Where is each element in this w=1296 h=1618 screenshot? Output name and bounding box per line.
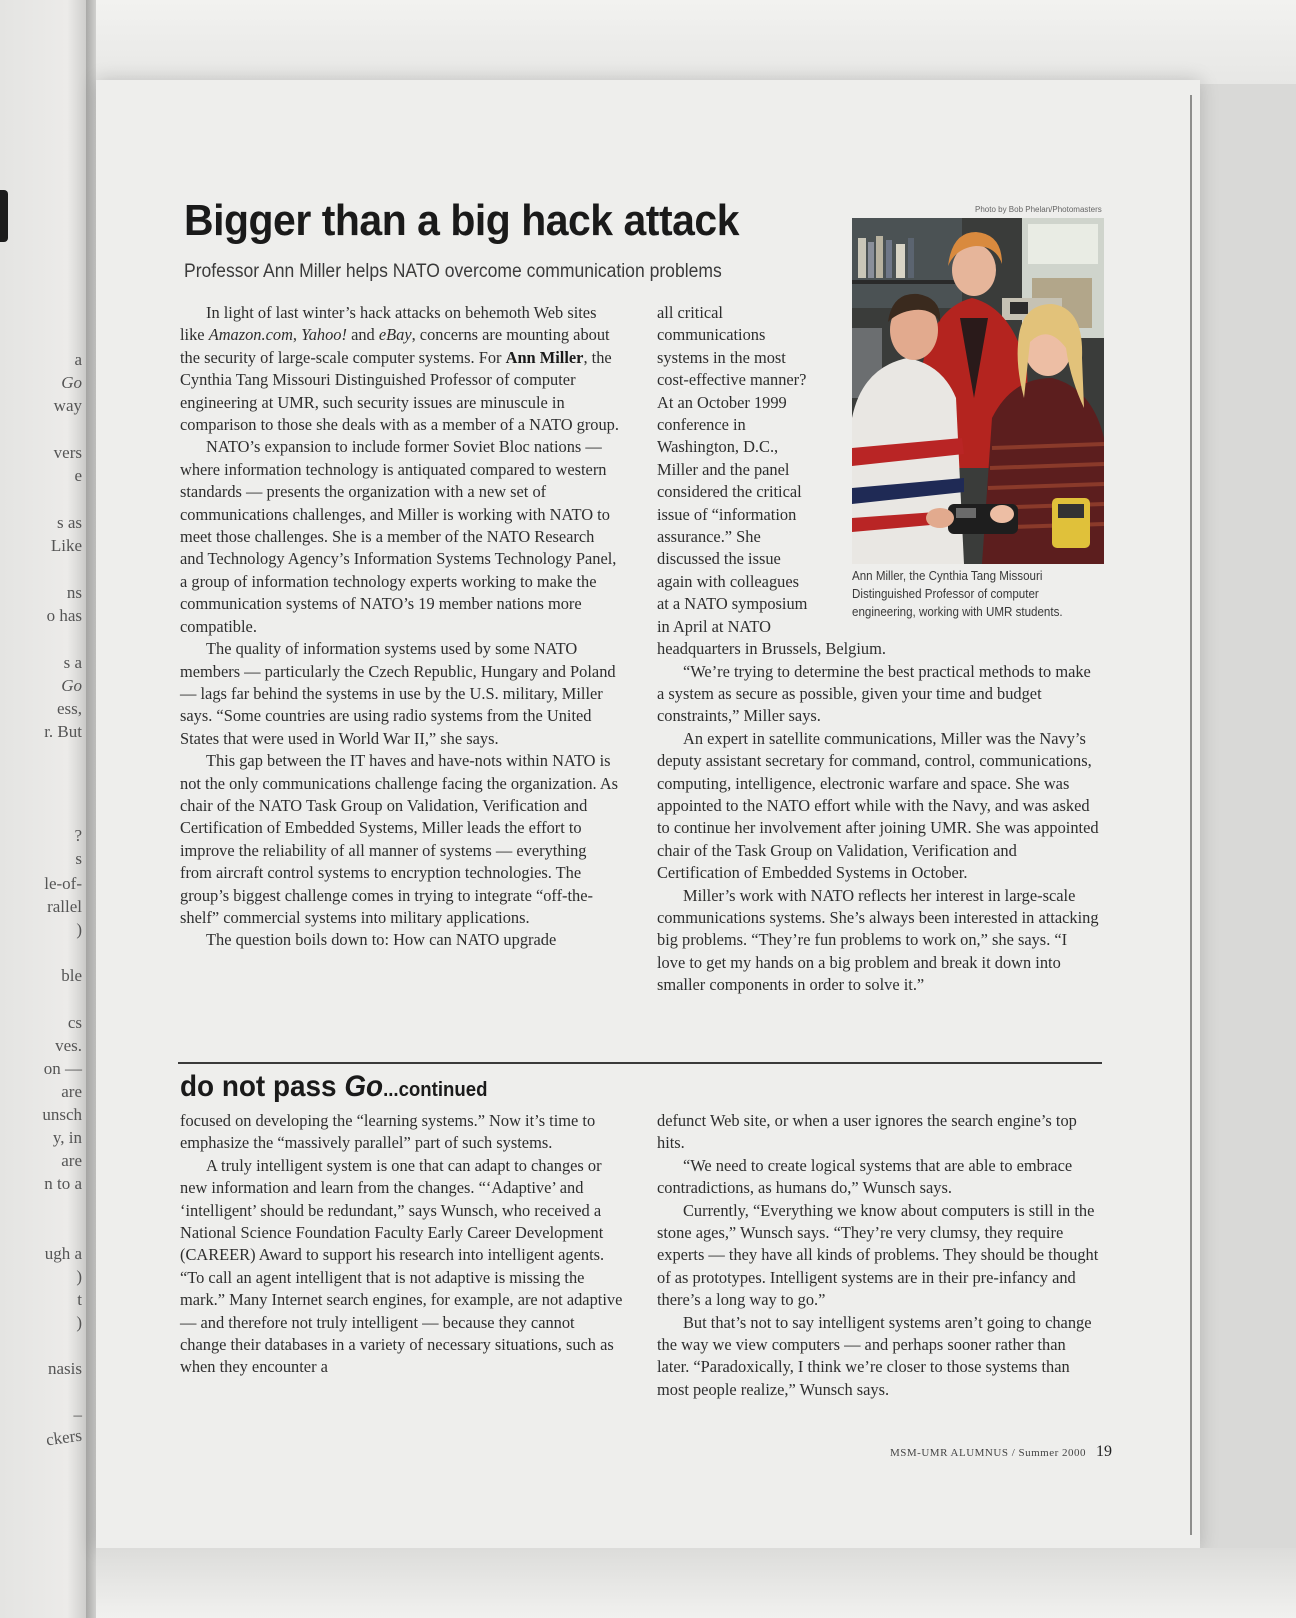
article-paragraph: NATO’s expansion to include former Soviet Bloc nations — where information technology is antiquated compared to western standards — presents the organization with a new set of communications challenges, and Miller is working with NATO to meet those challenges. She is a member of the NATO Research and Technology Agency’s Information Systems Technology Panel, a group of information technology experts working to make the communication systems of NATO’s 19 member nations more compatible. [180, 437, 617, 636]
prev-line: rallel [47, 897, 82, 916]
text-line: Washington, D.C., [657, 437, 779, 457]
narrow-text-block [657, 302, 835, 638]
prev-line: Like [50, 536, 82, 555]
article-paragraph: headquarters in Brussels, Belgium. [657, 639, 886, 659]
prev-line: ) [76, 1267, 82, 1286]
prev-line: unsch [42, 1105, 82, 1124]
prev-line: t [77, 1290, 82, 1309]
prev-line: vers [53, 443, 82, 462]
article-paragraph: An expert in satellite communications, Miller was the Navy’s deputy assistant secretary for command, control, communications, computing, intelligence, electronic warfare and space. She was appointed to the NATO effort while with the Navy, and was asked to continue her involvement after joining UMR. She was appointed chair of the Task Group on Validation, Verification and Certification of Embedded Systems in October. [657, 728, 1099, 883]
text-line: discussed the issue [657, 549, 781, 569]
website-name: Yahoo! [301, 325, 347, 345]
photo-illustration [852, 218, 1104, 564]
article-photo [852, 218, 1104, 564]
text-run: and [346, 325, 379, 345]
prev-line: s a [63, 653, 82, 672]
prev-line: le-of- [44, 874, 82, 893]
prev-line: ckers [44, 1425, 84, 1450]
prev-line: ) [76, 920, 82, 939]
page-top-margin [96, 0, 1296, 84]
text-line: at a NATO symposium [657, 594, 808, 614]
continued-left-column [180, 1110, 624, 1379]
prev-line: nasis [48, 1359, 82, 1378]
prev-line: are [61, 1151, 82, 1170]
text-run: In light of last winter’s hack attacks on behemoth Web sites like [180, 303, 597, 345]
text-line: At an October 1999 [657, 392, 787, 412]
heading-go: Go [344, 1070, 384, 1103]
prev-line: – [73, 1405, 82, 1424]
article-paragraph: Miller’s work with NATO reflects her interest in large-scale communications systems. She’s always been interested in attacking big problems. “They’re fun problems to work on,” she says. “I love to get my hands on a big problem and break it down into smaller components in order to solve it.” [657, 885, 1099, 995]
article-headline: Bigger than a big hack attack [184, 196, 740, 245]
article-left-column [180, 302, 620, 952]
text-line: conference in [657, 415, 746, 435]
prev-line: on — [43, 1059, 82, 1078]
page-binding-shadow [86, 0, 96, 1618]
prev-line: cs [67, 1013, 82, 1032]
prev-line: s as [56, 513, 82, 532]
article-paragraph: Currently, “Everything we know about computers is still in the stone ages,” Wunsch says. “They’re very clumsy, they require experts — they have all kinds of problems. They should be thought of as prototypes. Intelligent systems are in their pre-infancy and there’s a long way to go.” [657, 1200, 1099, 1310]
previous-page-mark [0, 190, 8, 242]
text-line: systems in the most [657, 347, 786, 367]
prev-line: are [61, 1082, 82, 1101]
text-run: , the Cynthia Tang Missouri Distinguished Professor of computer engineering at UMR, such security issues are minuscule in comparison to those she deals with as a member of a NATO group. [180, 347, 619, 435]
text-line: all critical [657, 303, 723, 322]
page-right-edge [1190, 95, 1192, 1535]
article-paragraph: focused on developing the “learning systems.” Now it’s time to emphasize the “massively parallel” part of such systems. [180, 1111, 596, 1153]
photo-credit: Photo by Bob Phelan/Photomasters [975, 205, 1102, 214]
page-footer [890, 1443, 1112, 1461]
text-line: issue of “information [657, 504, 797, 524]
text-run: , concerns are mounting about the security of large-scale computer systems. For [180, 325, 610, 367]
prev-line: o has [46, 606, 82, 625]
article-paragraph: A truly intelligent system is one that can adapt to changes or new information and learn from the changes. “‘Adaptive’ and ‘intelligent’ should be redundant,” says Wunsch, who received a National Science Foundation Faculty Early Career Development (CAREER) Award to support his research into intelligent agents. “To call an agent intelligent that is not adaptive is missing the mark.” Many Internet search engines, for example, are not adaptive — and therefore not truly intelligent — because they cannot change their databases in a variety of necessary situations, such as when they encounter a [180, 1155, 623, 1377]
prev-line: ves. [55, 1036, 82, 1055]
article-paragraph: This gap between the IT haves and have-nots within NATO is not the only communications challenge facing the organization. As chair of the NATO Task Group on Validation, Verification and Certification of Embedded Systems, Miller leads the effort to improve the reliability of all manner of systems — everything from aircraft control systems to encryption technologies. The group’s biggest challenge comes in trying to integrate “off-the-shelf” commercial systems into military applications. [180, 751, 619, 927]
prev-line: y, in [52, 1128, 82, 1147]
prev-line: e [74, 466, 82, 485]
website-name: eBay [378, 325, 412, 345]
text-line: assurance.” She [657, 527, 761, 547]
prev-line: s [75, 849, 82, 868]
prev-line: ess, [56, 699, 82, 718]
prev-line: ? [74, 826, 82, 845]
article-paragraph: “We’re trying to determine the best practical methods to make a system as secure as possible, given your time and budget constraints,” Miller says. [657, 661, 1091, 726]
text-line: considered the critical [657, 482, 802, 502]
prev-line: ns [66, 583, 82, 602]
previous-page-fragment [0, 0, 96, 1618]
person-name: Ann Miller [505, 347, 584, 367]
website-name: Amazon.com [208, 325, 293, 345]
prev-line: r. But [44, 722, 82, 741]
prev-line: ugh a [44, 1244, 82, 1263]
text-line: again with colleagues [657, 571, 800, 591]
heading-continued: ...continued [383, 1079, 488, 1101]
text-line: in April at NATO [657, 616, 771, 636]
photo-caption: Ann Miller, the Cynthia Tang Missouri Distinguished Professor of computer engineering, working with UMR students. [852, 569, 1063, 619]
prev-line: a [74, 350, 82, 369]
prev-line: ) [76, 1313, 82, 1332]
section-divider [178, 1062, 1102, 1064]
article-paragraph: The quality of information systems used by some NATO members — particularly the Czech Republic, Hungary and Poland — lags far behind the systems in use by the U.S. military, Miller says. “Some countries are using radio systems from the United States that were used in World War II,” she says. [180, 639, 616, 748]
article-paragraph [180, 302, 620, 436]
text-line: Miller and the panel [657, 459, 790, 479]
prev-line: way [53, 396, 82, 415]
article-paragraph: The question boils down to: How can NATO upgrade [206, 930, 557, 950]
text-line: communications [657, 325, 766, 345]
prev-line: Go [61, 373, 82, 392]
text-line: cost-effective manner? [657, 370, 807, 390]
article-subhead: Professor Ann Miller helps NATO overcome communication problems [184, 260, 722, 282]
page-number: 19 [1096, 1443, 1113, 1460]
text-run: , [292, 325, 302, 345]
article-paragraph: But that’s not to say intelligent systems aren’t going to change the way we view computers — and perhaps sooner rather than later. “Paradoxically, I think we’re closer to those systems than most people realize,” Wunsch says. [657, 1312, 1092, 1399]
prev-line: n to a [44, 1174, 82, 1193]
page-bottom-margin [96, 1548, 1296, 1618]
prev-line: ble [61, 966, 82, 985]
continued-right-column [657, 1110, 1101, 1401]
heading-text: do not pass [180, 1070, 345, 1103]
article-paragraph: defunct Web site, or when a user ignores the search engine’s top hits. [657, 1111, 1077, 1153]
publication-name: MSM-UMR ALUMNUS / Summer 2000 [890, 1447, 1087, 1459]
continued-section-heading [180, 1070, 487, 1104]
prev-line: Go [61, 676, 82, 695]
article-paragraph: “We need to create logical systems that are able to embrace contradictions, as humans do,” Wunsch says. [657, 1155, 1073, 1198]
